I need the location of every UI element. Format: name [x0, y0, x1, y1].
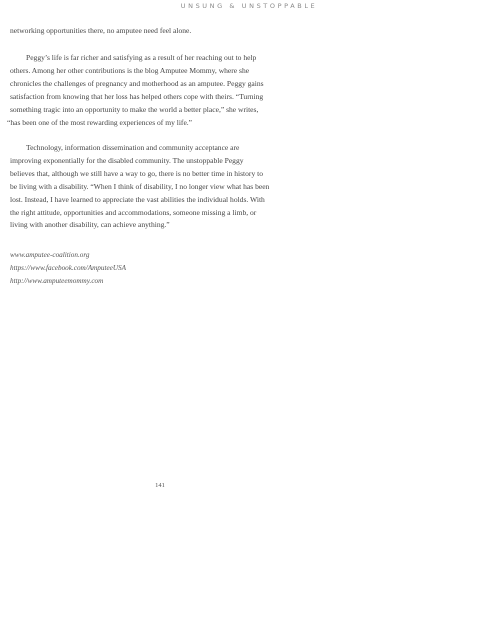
text-line: something tragic into an opportunity to make the world a better place,” she writes,: [10, 104, 259, 114]
text-line: networking opportunities there, no amputee need feel alone.: [10, 26, 192, 35]
running-header: UNSUNG & UNSTOPPABLE: [180, 2, 318, 10]
resource-links: [10, 249, 126, 288]
page-number: 141: [155, 482, 165, 489]
paragraph-technology: [10, 142, 314, 232]
text-line: be living with a disability. “When I think of disability, I no longer view what has been: [10, 181, 270, 191]
text-line: “has been one of the most rewarding experiences of my life.”: [7, 117, 193, 127]
text-line: chronicles the challenges of pregnancy and motherhood as an amputee. Peggy gains: [10, 78, 264, 88]
link-amputee-coalition[interactable]: www.amputee-coalition.org: [10, 251, 90, 259]
text-line: believes that, although we still have a way to go, there is no better time in history to: [10, 168, 263, 178]
link-facebook-amputeeusa[interactable]: https://www.facebook.com/AmputeeUSA: [10, 264, 127, 272]
text-line: the right attitude, opportunities and accommodations, someone missing a limb, or: [10, 207, 257, 217]
link-amputee-mommy[interactable]: http://www.amputeemommy.com: [10, 277, 104, 285]
text-line: Technology, information dissemination and community acceptance are: [26, 143, 240, 152]
text-line: satisfaction from knowing that her loss has helped others cope with theirs. “Turning: [10, 91, 264, 101]
text-line: others. Among her other contributions is the blog Amputee Mommy, where she: [10, 65, 250, 75]
paragraph-networking: [10, 25, 314, 38]
text-line: living with another disability, can achieve anything.”: [10, 220, 170, 230]
text-line: improving exponentially for the disabled community. The unstoppable Peggy: [10, 155, 244, 165]
paragraph-peggy-life: [7, 52, 314, 129]
text-line: Peggy’s life is far richer and satisfying as a result of her reaching out to help: [26, 53, 257, 62]
text-line: lost. Instead, I have learned to appreciate the vast abilities the individual holds. With: [10, 194, 265, 204]
